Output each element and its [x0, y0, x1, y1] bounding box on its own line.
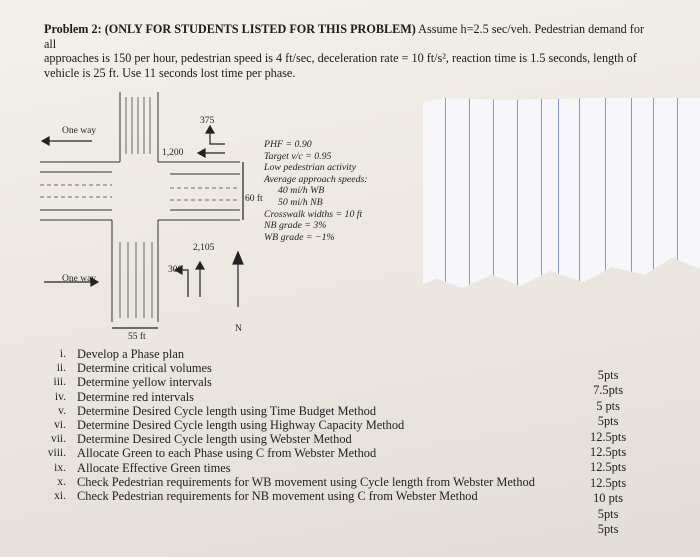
given-line: Crosswalk widths = 10 ft: [264, 208, 363, 220]
north-label: N: [235, 324, 242, 334]
task-item: x. Check Pedestrian requirements for WB movement using Cycle length from Webster Method: [57, 474, 535, 489]
ns-width-label: 55 ft: [128, 332, 146, 342]
given-speed: 40 mi/h WB: [278, 185, 325, 197]
intersection-diagram: [40, 92, 262, 350]
given-conditions: [264, 139, 368, 243]
points-value: 5 pts: [596, 398, 620, 413]
given-line: NB grade = 3%: [264, 220, 327, 232]
task-item: ii. Determine critical volumes: [56, 361, 212, 376]
points-value: 12.5pts: [590, 445, 627, 460]
points-value: 5pts: [597, 368, 619, 382]
given-speed: 50 mi/h NB: [278, 196, 323, 208]
task-item: vi. Determine Desired Cycle length using Highway Capacity Method: [54, 417, 405, 432]
points-value: 10 pts: [593, 491, 624, 506]
points-value: 12.5pts: [590, 429, 627, 444]
points-value: 5pts: [597, 506, 619, 521]
points-value: 5pts: [597, 414, 619, 429]
points-value: 12.5pts: [590, 475, 627, 490]
nb-through-volume: 2,105: [193, 243, 215, 253]
given-line: PHF = 0.90: [264, 139, 312, 150]
nb-left-volume: 300: [168, 265, 183, 275]
task-item: ix. Allocate Effective Green times: [54, 460, 231, 475]
wb-through-volume: 1,200: [162, 148, 184, 158]
given-line: Target v/c = 0.95: [264, 150, 332, 162]
problem-text-line2: approaches is 150 per hour, pedestrian speed is 4 ft/sec, deceleration rate = 10 ft/s², reaction time is 1.5 seconds, length of: [44, 51, 637, 66]
wb-left-volume: 375: [200, 116, 215, 126]
problem-text-line1: Assume h=2.5 sec/veh. Pedestrian demand for all: [44, 22, 645, 51]
ew-width-label: 60 ft: [245, 194, 263, 204]
problem-text-line3: vehicle is 25 ft. Use 11 seconds lost time per phase.: [44, 65, 296, 80]
points-value: 12.5pts: [590, 460, 627, 475]
torn-note-paper: [423, 98, 700, 288]
task-item: xi. Check Pedestrian requirements for NB movement using C from Webster Method: [54, 488, 478, 503]
task-list: [40, 347, 660, 503]
points-column: [590, 368, 626, 537]
given-line: Average approach speeds:: [264, 173, 368, 185]
problem-statement: [44, 22, 654, 80]
task-item: iv. Determine red intervals: [54, 389, 194, 404]
one-way-label-top: One way: [62, 126, 97, 136]
task-item: i. Develop a Phase plan: [59, 347, 185, 361]
task-item: viii. Allocate Green to each Phase using C from Webster Method: [47, 446, 377, 461]
one-way-label-bottom: One way: [62, 274, 97, 284]
problem-title: Problem 2: (ONLY FOR STUDENTS LISTED FOR THIS PROBLEM): [44, 22, 416, 36]
points-value: 5pts: [597, 522, 619, 537]
task-item: iii. Determine yellow intervals: [53, 375, 212, 390]
given-line: WB grade = −1%: [264, 231, 335, 243]
task-item: vii. Determine Desired Cycle length using Webster Method: [50, 432, 352, 447]
points-value: 7.5pts: [593, 383, 624, 398]
given-line: Low pedestrian activity: [264, 162, 356, 174]
task-item: v. Determine Desired Cycle length using Time Budget Method: [58, 403, 377, 418]
